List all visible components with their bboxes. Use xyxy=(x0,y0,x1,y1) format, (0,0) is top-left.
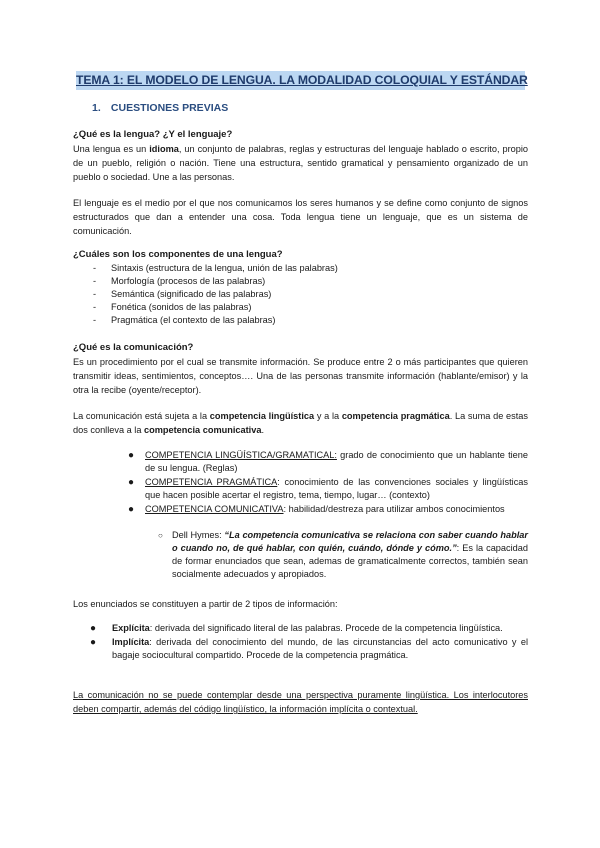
list-item: - Semántica (significado de las palabras) xyxy=(73,288,528,301)
list-item: - Sintaxis (estructura de la lengua, unión de las palabras) xyxy=(73,262,528,275)
list-item: ● COMPETENCIA COMUNICATIVA: habilidad/destreza para utilizar ambos conocimientos xyxy=(128,504,505,515)
document-title: TEMA 1: EL MODELO DE LENGUA. LA MODALIDAD COLOQUIAL Y ESTÁNDAR xyxy=(76,71,525,90)
q1-paragraph-2: El lenguaje es el medio por el que nos comunicamos los seres humanos y se define como conjunto de signos estructurados que dan a entender una cosa. Toda lengua tiene un lenguaje, que es un sistema de comunicación. xyxy=(73,198,528,236)
list-item: ● COMPETENCIA PRAGMÁTICA: conocimiento de las convenciones sociales y lingüísticas que hacen posible acertar el registro, tema, tiempo, lugar… (contexto) xyxy=(128,477,528,500)
circle-bullet-icon: ○ xyxy=(158,531,163,540)
bullet-icon: ● xyxy=(128,477,135,488)
list-item: - Fonética (sonidos de las palabras) xyxy=(73,301,528,314)
q3-paragraph-2: La comunicación está sujeta a la competencia lingüística y a la competencia pragmática. La suma de estas dos conlleva a la competencia comunicativa. xyxy=(73,411,528,435)
q3-heading: ¿Qué es la comunicación? xyxy=(73,342,194,353)
bullet-icon: ● xyxy=(128,450,135,461)
q3-paragraph-1: Es un procedimiento por el cual se transmite información. Se produce entre 2 o más participantes que quieren transmitir ideas, sentimientos, conceptos…. Una de las personas transmite información (hablante/emisor) y la otra la recibe (oyente/receptor). xyxy=(73,357,528,395)
hymes-author: Dell Hymes: xyxy=(172,530,225,540)
hymes-quote: “La competencia comunicativa se relaciona con saber cuando hablar o cuando no, de qué hablar, con quién, cuándo, dónde y cómo.” xyxy=(172,530,528,553)
q2-block xyxy=(73,248,528,327)
bullet-icon: ● xyxy=(90,637,97,648)
section-number: 1. xyxy=(92,102,101,114)
section-heading xyxy=(92,102,228,114)
list-item: ● Explícita: derivada del significado literal de las palabras. Procede de la competencia lingüística. xyxy=(90,623,503,634)
enunciados-intro: Los enunciados se constituyen a partir de 2 tipos de información: xyxy=(73,599,338,609)
bullet-icon: ● xyxy=(90,623,97,634)
q1-block xyxy=(73,128,528,238)
q1-paragraph-1: Una lengua es un idioma, un conjunto de palabras, reglas y estructuras del lenguaje hablado o escrito, propio de un pueblo, religión o nación. Tiene una estructura, sentido gramatical y pensamiento organizado de un pueblo o sociedad. Une a las personas. xyxy=(73,144,529,182)
q2-heading: ¿Cuáles son los componentes de una lengua? xyxy=(73,249,283,260)
list-item: ● Implícita: derivada del conocimiento del mundo, de las circunstancias del acto comunicativo y el bagaje sociocultural compartido. Procede de la competencia pragmática. xyxy=(90,637,528,660)
q3-block xyxy=(73,341,528,437)
hymes-quote-item: ○ Dell Hymes: “La competencia comunicativa se relaciona con saber cuando hablar o cuando no, de qué hablar, con quién, cuándo, dónde y cómo.”: Es la capacidad de formar enunciados que sean, ademas de gramaticalmente correctos, también sean socialmente adecuados y apropiados. xyxy=(158,530,528,579)
conclusion-paragraph: La comunicación no se puede contemplar desde una perspectiva puramente lingüística. Los interlocutores deben compartir, además del código lingüístico, la información implícita o contextual. xyxy=(73,690,528,714)
enunciados-list xyxy=(90,622,528,662)
list-item: - Morfología (procesos de las palabras) xyxy=(73,275,528,288)
list-item: - Pragmática (el contexto de las palabras) xyxy=(73,314,528,327)
competencias-list xyxy=(128,449,528,516)
list-item: ● COMPETENCIA LINGÜÍSTICA/GRAMATICAL: grado de conocimiento que un hablante tiene de su lengua. (Reglas) xyxy=(128,450,529,473)
q1-heading: ¿Qué es la lengua? ¿Y el lenguaje? xyxy=(73,129,233,140)
section-label: CUESTIONES PREVIAS xyxy=(110,102,229,114)
components-list xyxy=(73,262,528,327)
bullet-icon: ● xyxy=(128,504,135,515)
